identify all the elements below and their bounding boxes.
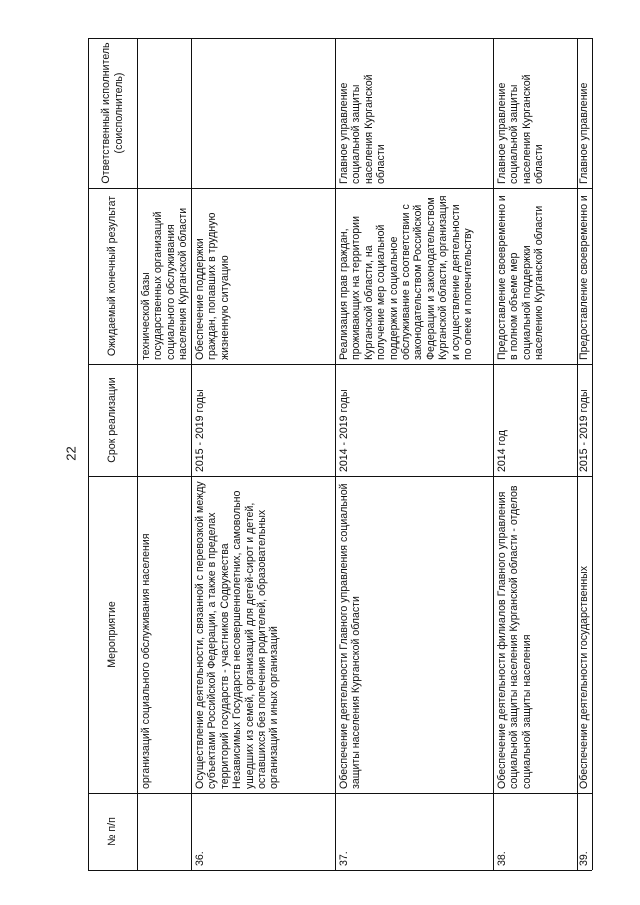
header-measure: Мероприятие: [106, 601, 119, 668]
page-number: 22: [63, 445, 79, 461]
row-37-result: Реализация прав граждан, проживающих на территории Курганской области, на получение мер социальной поддержки и социальное обслуживание в соответствии с законодательством Российской Федерации и законодательством Курганской области, организация и осуществление деятельности по опеке и попечительству: [338, 195, 475, 360]
row-0-measure: организаций социального обслуживания населения: [140, 533, 152, 789]
row-37-num: 37.: [338, 851, 350, 866]
row-39-result: Предоставление своевременно и: [578, 195, 590, 360]
row-38-responsible: Главное управление социальной защиты населения Курганской области: [496, 74, 546, 184]
row-39-num: 39.: [578, 851, 590, 866]
measures-table: [88, 38, 592, 870]
row-38-term: 2014 год: [496, 430, 508, 472]
table-border: [88, 870, 592, 871]
row-37-term: 2014 - 2019 годы: [338, 389, 350, 472]
row-38-num: 38.: [496, 851, 508, 866]
row-36-measure: Осуществление деятельности, связанной с перевозкой между субъектами Российской Федерации, а также в пределах территорий государств - участников Содружества Независимых Государств несовершеннолетних, самовольно ушедших из семей, организаций для детей-сирот и детей, оставшихся без попечения родителей, образовательных организаций и иных организаций: [194, 481, 281, 789]
row-37-measure: Обеспечение деятельности Главного управления социальной защиты населения Курганской области: [338, 483, 363, 789]
row-36-result: Обеспечение поддержки граждан, попавших в трудную жизненную ситуацию: [194, 212, 231, 360]
header-result: Ожидаемый конечный результат: [106, 195, 119, 357]
row-0-result: технической базы государственных организаций социального обслуживания населения Курганской области: [140, 207, 190, 360]
header-num: № п/п: [106, 817, 119, 846]
row-36-num: 36.: [194, 851, 206, 866]
row-39-responsible: Главное управление: [578, 82, 590, 184]
header-term: Срок реализации: [106, 377, 119, 463]
row-36-term: 2015 - 2019 годы: [194, 389, 206, 472]
row-38-measure: Обеспечение деятельности филиалов Главного управления социальной защиты населения Курганской области - отделов социальной защиты населения: [496, 485, 533, 789]
row-39-measure: Обеспечение деятельности государственных: [578, 565, 590, 789]
row-38-result: Предоставление своевременно и в полном объеме мер социальной поддержки населению Курганской области: [496, 195, 546, 360]
header-responsible: Ответственный исполнитель (соисполнитель): [100, 42, 125, 184]
row-39-term: 2015 - 2019 годы: [578, 389, 590, 472]
row-37-responsible: Главное управление социальной защиты населения Курганской области: [338, 74, 388, 184]
table-border: [592, 38, 593, 870]
